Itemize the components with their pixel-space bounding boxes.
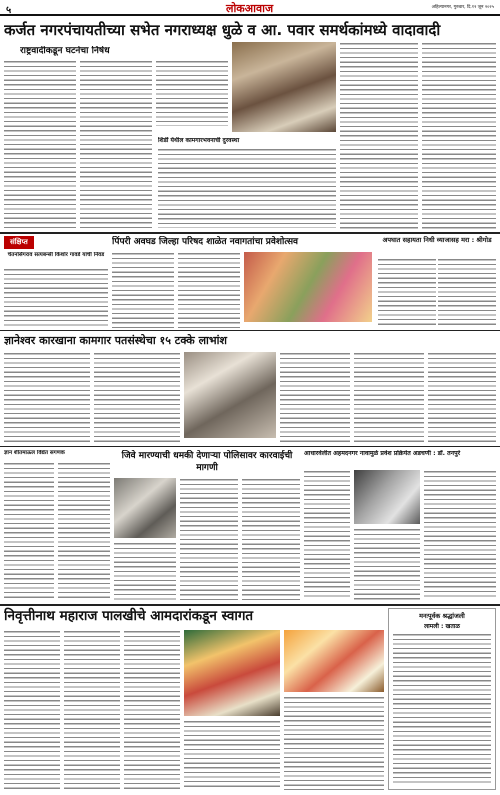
school-headline: ज्ञान शीतमाऊल विद्येत संगणक: [4, 450, 65, 456]
bottom-text-2: [64, 630, 120, 790]
bottom-photo-2: [284, 630, 384, 692]
obituary-name: लामली : खताळ: [424, 623, 460, 630]
school-text-1: [4, 462, 54, 600]
lead-text-col-3: [156, 60, 228, 126]
brief-item-title: चेतनसिंगराव सत्यबन्सी किशोर गावडे यांची निवड: [7, 252, 105, 258]
school-text-2: [58, 462, 110, 600]
page-number: ५: [6, 5, 12, 16]
brief-item-text: [4, 268, 108, 328]
bottom-text-3: [124, 630, 180, 790]
jeur-text-2: [242, 478, 300, 600]
accident-headline: अपघात सहायता निधी व्याजासह मरा : श्रीगोड: [382, 236, 492, 244]
pimpri-text-2: [178, 252, 240, 328]
lead-photo: [232, 42, 336, 132]
jeur-text-3: [114, 542, 176, 600]
obituary-text: [393, 633, 491, 783]
sugar-text-2: [94, 352, 180, 442]
sugar-text-3: [280, 352, 350, 442]
jeur-headline: जिवे मारण्याची धमकी देणाऱ्या पोलिसावर कारवाईची मागणी: [121, 451, 293, 473]
lead-text-col-2: [80, 60, 152, 230]
bottom-photo-caption: [184, 720, 280, 790]
bottom-text-4: [284, 696, 384, 790]
mid-story-headline: शिर्डी येथील कामगारभवनाची दुरवस्था: [158, 137, 240, 144]
lead-text-col-1: [4, 60, 76, 230]
pimpri-headline: पिंपरी अवघड जिल्हा परिषद शाळेत नवागतांचा प्रवेशोत्सव: [112, 237, 299, 247]
dateline: अहिल्यानगर, गुरुवार, दि.१२ जून २०२५: [431, 5, 494, 10]
sugar-text-5: [428, 352, 496, 442]
masthead: [0, 0, 500, 16]
right-text-col-1: [340, 42, 418, 230]
jeur-text-1: [180, 478, 238, 600]
bottom-headline: निवृत्तीनाथ महाराज पालखीचे आमदारांकडून स्वागत: [4, 608, 254, 624]
jeur-photo: [114, 478, 176, 538]
divider: [0, 330, 500, 331]
aadhar-headline: आधारवेलीत अहमदनगर नावामुळे प्रवेश प्रक्रियेत अडचणी : डॉ. तनपुरे: [304, 450, 461, 457]
pimpri-text-1: [112, 252, 174, 328]
bottom-photo-1: [184, 630, 280, 716]
obituary-box: [388, 608, 496, 790]
aadhar-photo: [354, 470, 420, 524]
obituary-title: मनःपूर्वक श्रद्धांजली: [419, 612, 465, 620]
sugar-text-1: [4, 352, 90, 442]
aadhar-text-3: [424, 470, 496, 600]
sugar-text-4: [354, 352, 424, 442]
mid-story-text: [158, 148, 336, 228]
aadhar-text-2: [354, 528, 420, 600]
accident-text-1: [378, 258, 436, 328]
accident-text-2: [438, 258, 496, 328]
lead-headline: कर्जत नगरपंचायतीच्या सभेत नगराध्यक्ष धुळे व आ. पवार समर्थकांमध्ये वादावादी: [4, 21, 441, 39]
aadhar-text-1: [304, 470, 350, 600]
divider: [0, 232, 500, 234]
right-text-col-2: [422, 42, 496, 230]
sugar-photo: [184, 352, 276, 438]
divider: [0, 446, 500, 447]
bottom-text-1: [4, 630, 60, 790]
newspaper-logo: लोकआवाज: [226, 2, 274, 15]
lead-subheadline: राष्ट्रवादीकडून घटनेचा निषेध: [20, 46, 110, 56]
pimpri-photo: [244, 252, 372, 322]
brief-label: संक्षिप्त: [4, 236, 34, 249]
sugar-headline: ज्ञानेश्वर कारखाना कामगार पतसंस्थेचा १५ टक्के लाभांश: [4, 334, 227, 347]
